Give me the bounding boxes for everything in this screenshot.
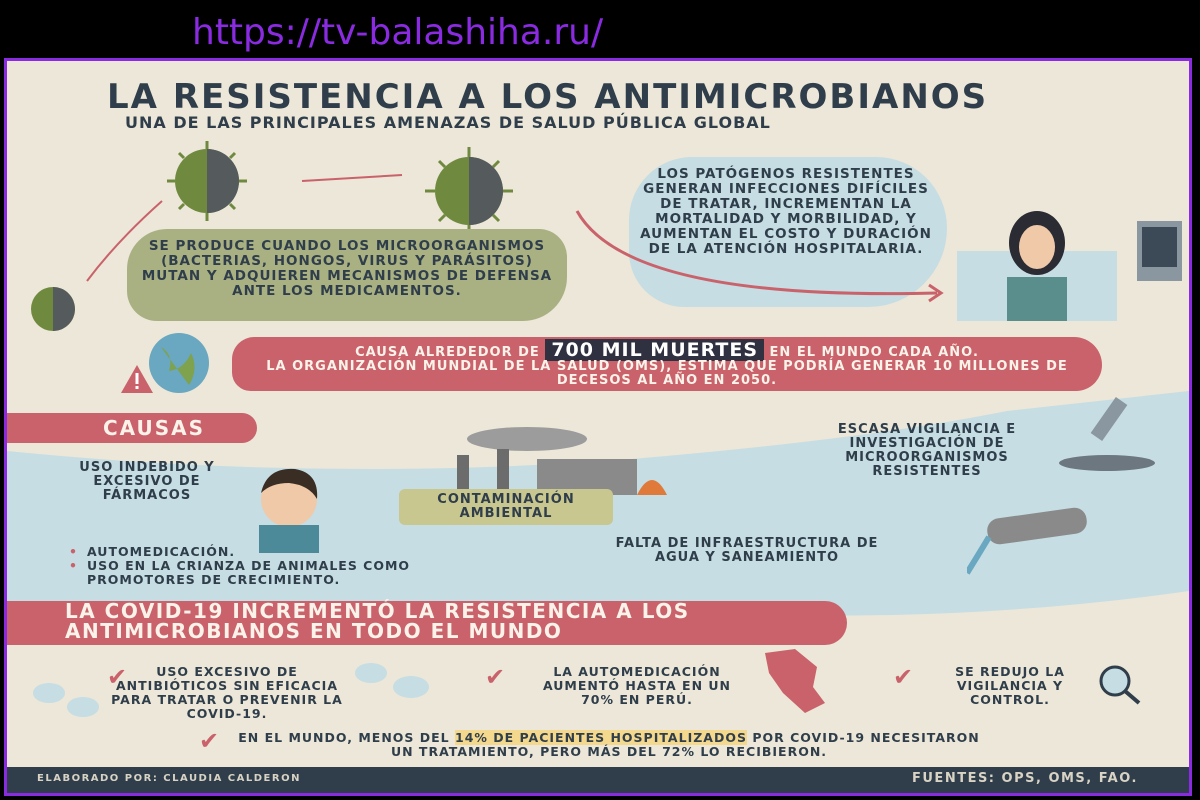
deaths-text bbox=[242, 339, 1092, 388]
covid-item-hospitalized bbox=[229, 731, 989, 759]
check-icon: ✔ bbox=[107, 663, 128, 691]
source-url: https://tv-balashiha.ru/ bbox=[184, 10, 611, 56]
cause-infrastructure: FALTA DE INFRAESTRUCTURA DE AGUA Y SANEAMIENTO bbox=[615, 536, 879, 565]
factory-illustration bbox=[437, 425, 677, 495]
virus-icon bbox=[425, 147, 513, 235]
list-item: • AUTOMEDICACIÓN. bbox=[69, 545, 439, 559]
hospitalized-highlight: 14% DE PACIENTES HOSPITALIZADOS bbox=[455, 730, 747, 745]
pipe-icon bbox=[967, 507, 1097, 577]
causes-bullets bbox=[69, 545, 439, 587]
page-title: LA RESISTENCIA A LOS ANTIMICROBIANOS bbox=[107, 77, 989, 117]
magnifier-icon bbox=[1093, 661, 1149, 709]
hospitalized-part2: POR COVID-19 NECESITARON UN TRATAMIENTO, PERO MÁS DEL 72% LO RECIBIERON. bbox=[390, 730, 980, 759]
deaths-projection: LA ORGANIZACIÓN MUNDIAL DE LA SALUD (OMS), ESTIMA QUE PODRÍA GENERAR 10 MILLONES DE DECESOS AL AÑO EN 2050. bbox=[266, 359, 1068, 388]
footer-author: ELABORADO POR: CLAUDIA CALDERON bbox=[37, 773, 301, 784]
covid-item-surveillance: SE REDUJO LA VIGILANCIA Y CONTROL. bbox=[955, 664, 1065, 707]
patient-illustration bbox=[947, 191, 1189, 331]
check-icon: ✔ bbox=[485, 663, 506, 691]
list-item: • USO EN LA CRIANZA DE ANIMALES COMO PROMOTORES DE CRECIMIENTO. bbox=[69, 559, 439, 587]
covid-item-antibiotics: USO EXCESIVO DE ANTIBIÓTICOS SIN EFICACIA PARA TRATAR O PREVENIR LA COVID-19. bbox=[111, 664, 343, 721]
cause-pollution: CONTAMINACIÓN AMBIENTAL bbox=[399, 489, 613, 525]
boy-illustration bbox=[219, 463, 349, 553]
page-subtitle: UNA DE LAS PRINCIPALES AMENAZAS DE SALUD PÚBLICA GLOBAL bbox=[125, 113, 771, 132]
pathogens-text: LOS PATÓGENOS RESISTENTES GENERAN INFECCIONES DIFÍCILES DE TRATAR, INCREMENTAN LA MORTALIDAD Y MORBILIDAD, Y AUMENTAN EL COSTO Y DURACIÓN DE LA ATENCIÓN HOSPITALARIA. bbox=[640, 166, 932, 257]
hospitalized-part1: EN EL MUNDO, MENOS DEL bbox=[238, 730, 450, 745]
footer-sources: FUENTES: OPS, OMS, FAO. bbox=[912, 771, 1138, 786]
check-icon: ✔ bbox=[893, 663, 914, 691]
cause-surveillance: ESCASA VIGILANCIA E INVESTIGACIÓN DE MICROORGANISMOS RESISTENTES bbox=[837, 422, 1017, 479]
arrow-icon bbox=[302, 175, 402, 181]
covid-item-selfmedication: LA AUTOMEDICACIÓN AUMENTÓ HASTA EN UN 70% EN PERÚ. bbox=[542, 664, 732, 707]
virus-icon bbox=[167, 141, 247, 221]
virus-icon bbox=[31, 287, 75, 331]
pills-illustration bbox=[345, 657, 445, 707]
definition-text: SE PRODUCE CUANDO LOS MICROORGANISMOS (BACTERIAS, HONGOS, VIRUS Y PARÁSITOS) MUTAN Y ADQUIEREN MECANISMOS DE DEFENSA ANTE LOS MEDICAMENTOS. bbox=[141, 238, 553, 299]
deaths-prefix: CAUSA ALREDEDOR DE bbox=[355, 345, 540, 360]
cause-misuse: USO INDEBIDO Y EXCESIVO DE FÁRMACOS bbox=[79, 460, 215, 503]
check-icon: ✔ bbox=[199, 727, 220, 755]
arrow-icon bbox=[567, 201, 967, 311]
causes-heading: CAUSAS bbox=[103, 416, 206, 440]
covid-heading: LA COVID-19 INCREMENTÓ LA RESISTENCIA A LOS ANTIMICROBIANOS EN TODO EL MUNDO bbox=[65, 599, 690, 643]
infographic-frame bbox=[4, 58, 1192, 796]
deaths-highlight: 700 MIL MUERTES bbox=[545, 339, 764, 361]
pills-illustration bbox=[27, 673, 117, 723]
peru-map-icon bbox=[755, 647, 835, 717]
microscope-icon bbox=[1052, 393, 1162, 473]
infographic bbox=[7, 61, 1189, 793]
deaths-suffix: EN EL MUNDO CADA AÑO. bbox=[769, 345, 979, 360]
